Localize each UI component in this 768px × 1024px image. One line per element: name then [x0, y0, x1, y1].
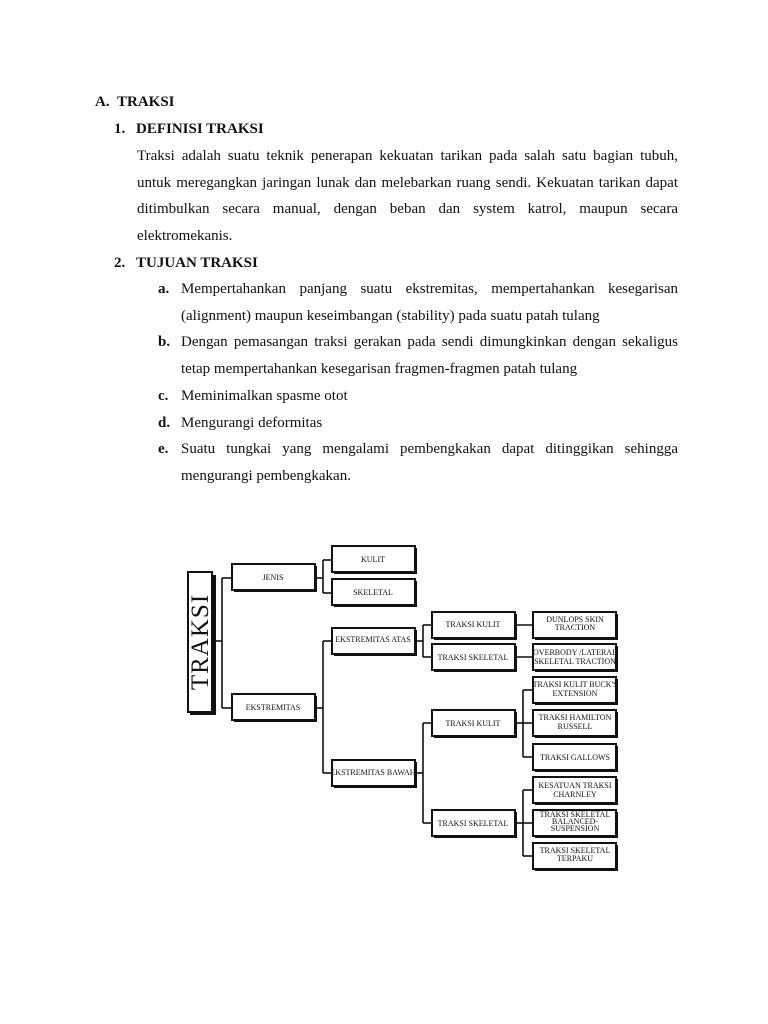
list-item-text: Mengurangi deformitas [181, 414, 323, 431]
node-label-line: BALANCED- [551, 817, 599, 826]
list-item-text: Meminimalkan spasme otot [181, 387, 348, 404]
section-marker: A. [95, 94, 110, 110]
node-label-line: CHARNLEY [553, 790, 597, 799]
node-label-line: TRACTION [554, 623, 596, 632]
node-label: EKSTREMITAS BAWAH [330, 768, 416, 777]
node-label: TRAKSI SKELETAL [437, 819, 509, 828]
node-label-line: TRAKSI SKELETAL [539, 846, 611, 855]
node-label: KULIT [361, 555, 385, 564]
node-label-line: DUNLOPS SKIN [546, 615, 604, 624]
section-title: TRAKSI [117, 94, 175, 110]
node-label-line: SUSPENSION [550, 824, 600, 833]
node-label-line: TRAKSI KULIT BUCK'S [532, 680, 618, 689]
node-kesatuan-traksi-charnley [533, 777, 618, 805]
list-item-text: Suatu tungkai yang mengalami pembengkakan dapat ditinggikan sehingga mengurangi pembengkakan. [181, 441, 678, 484]
node-atas-traksi-skeletal [432, 644, 517, 672]
node-overbody-lateral-skeletal-traction [533, 644, 618, 672]
list-item-letter: d. [158, 414, 171, 431]
list-item-letter: e. [158, 441, 169, 458]
node-label: TRAKSI GALLOWS [540, 753, 610, 762]
definition-paragraph: Traksi adalah suatu teknik penerapan kekuatan tarikan pada salah satu bagian tubuh, untuk meregangkan jaringan lunak dan melebarkan ruang sendi. Kekuatan tarikan dapat ditimbulkan secara manual, dengan beban dan system katrol, maupun secara elektromekanis. [137, 148, 678, 244]
node-label: EKSTREMITAS [245, 703, 301, 712]
node-label-line: OVERBODY /LATERAL [533, 648, 617, 657]
node-ekstremitas [232, 694, 317, 722]
subsection-number: 1. [114, 121, 126, 137]
root-label: TRAKSI [187, 593, 214, 691]
node-kulit [332, 546, 417, 574]
node-label-line: RUSSELL [557, 722, 593, 731]
node-jenis [232, 564, 317, 592]
root-node-traksi [187, 572, 216, 715]
node-traksi-gallows [533, 744, 618, 772]
list-item-letter: b. [158, 334, 171, 351]
list-item-letter: a. [158, 281, 170, 297]
node-traksi-skeletal-terpaku [533, 843, 618, 871]
node-label-line: TRAKSI HAMILTON [538, 713, 612, 722]
list-item-text: Mempertahankan panjang suatu ekstremitas, mempertahankan kesegarisan (alignment) maupun keseimbangan (stability) pada suatu patah tulang [181, 281, 678, 324]
node-traksi-hamilton-russell [533, 710, 618, 738]
node-label: TRAKSI KULIT [445, 620, 501, 629]
list-item-text: Dengan pemasangan traksi gerakan pada sendi dimungkinkan dengan sekaligus tetap mempertahankan kesegarisan fragmen-fragmen patah tulang [181, 334, 678, 378]
subsection-title: TUJUAN TRAKSI [136, 255, 258, 271]
node-skeletal [332, 579, 417, 607]
node-label-line: EXTENSION [552, 689, 598, 698]
node-traksi-kulit-bucks-extension [533, 677, 618, 705]
node-bawah-traksi-skeletal [432, 810, 517, 838]
node-ekstremitas-atas [332, 628, 417, 656]
subsection-number: 2. [114, 255, 126, 271]
node-label: TRAKSI KULIT [445, 719, 501, 728]
node-bawah-traksi-kulit [432, 710, 517, 738]
node-label-line: SKELETAL TRACTION [534, 657, 616, 666]
list-item-letter: c. [158, 387, 169, 404]
node-label-line: TERPAKU [556, 854, 594, 863]
node-atas-traksi-kulit [432, 612, 517, 640]
node-label: EKSTREMITAS ATAS [335, 635, 411, 644]
svg-text:OVERBODY /LATERALSKELETAL TRAC [533, 648, 617, 666]
node-label-line: TRAKSI SKELETAL [539, 810, 611, 819]
node-ekstremitas-bawah [330, 760, 417, 788]
node-dunlops-skin-traction [533, 612, 618, 640]
node-label: SKELETAL [353, 588, 393, 597]
node-traksi-skeletal-balanced-suspension [533, 810, 618, 838]
node-label: JENIS [262, 573, 284, 582]
node-label-line: KESATUAN TRAKSI [538, 781, 612, 790]
subsection-title: DEFINISI TRAKSI [136, 121, 264, 137]
node-label: TRAKSI SKELETAL [437, 653, 509, 662]
